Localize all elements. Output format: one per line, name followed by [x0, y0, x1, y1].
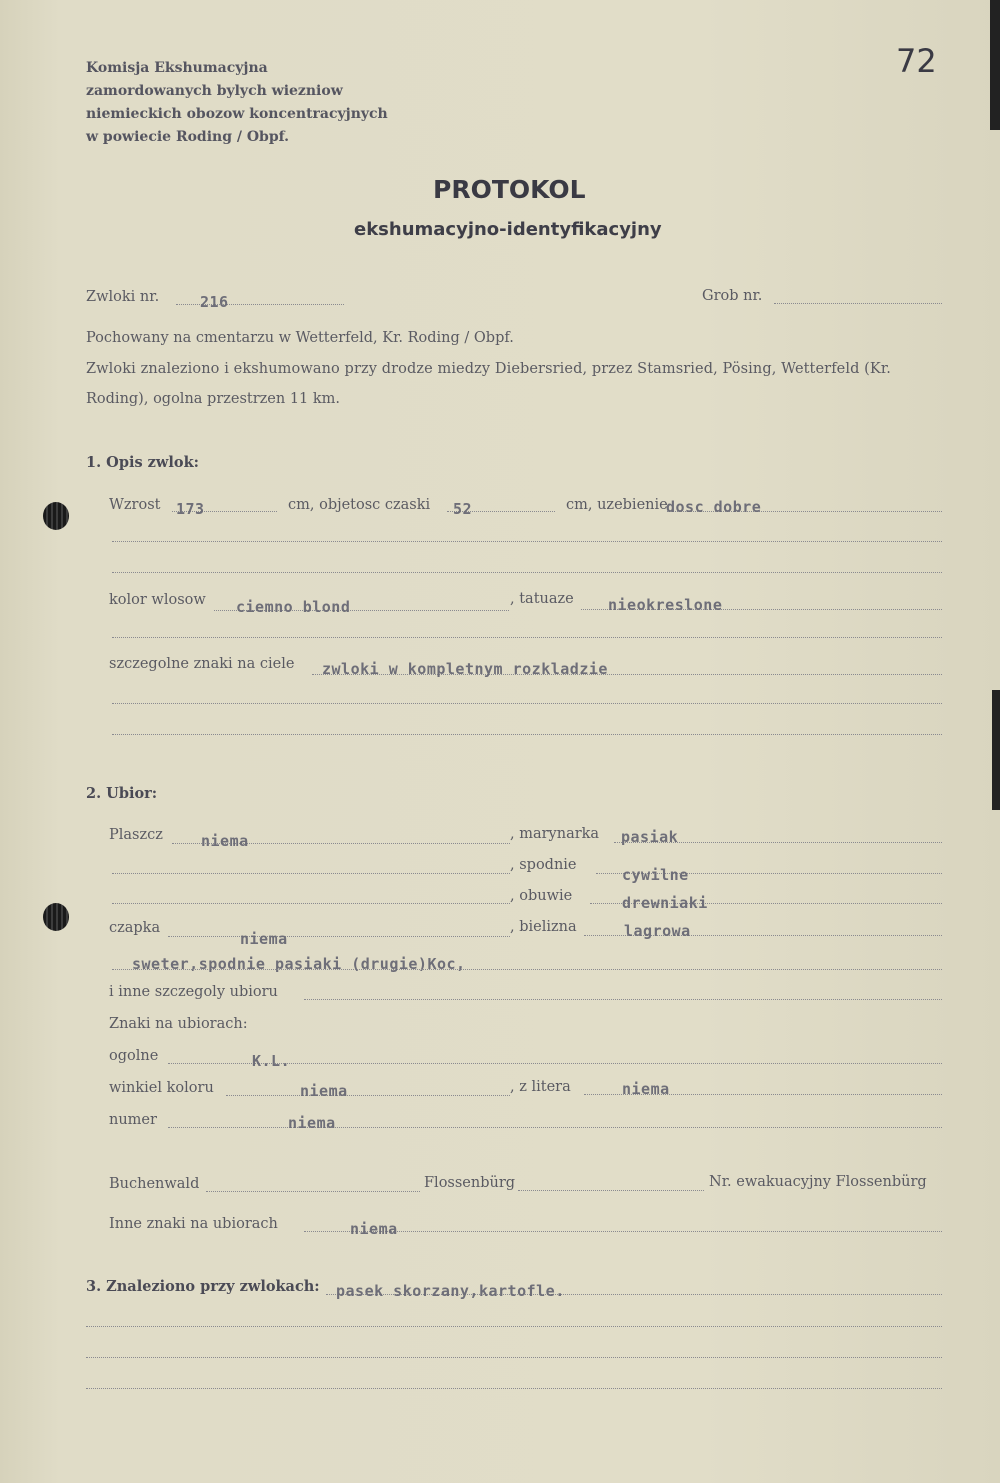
header-block — [86, 57, 388, 149]
inne-ubior-value: sweter,spodnie pasiaki (drugie)Koc, — [132, 955, 466, 973]
pochowany-text: Pochowany na cmentarzu w Wetterfeld, Kr. Roding / Obpf. — [86, 330, 514, 346]
section-heading: 2. Ubior: — [86, 785, 158, 802]
kolor-value: ciemno blond — [236, 598, 351, 616]
page-number: 72 — [896, 42, 937, 80]
buchenwald-label: Buchenwald — [109, 1176, 200, 1192]
tatuaze-value: nieokreslone — [608, 596, 723, 614]
czaska-value: 52 — [453, 500, 473, 518]
winkiel-value: niema — [300, 1082, 348, 1100]
section-heading: 3. Znaleziono przy zwlokach: — [86, 1278, 320, 1295]
scan-edge — [990, 0, 1000, 130]
kolor-label: kolor wlosow — [109, 592, 206, 608]
header-line: niemieckich obozow koncentracyjnych — [86, 106, 388, 122]
bielizna-value: lagrowa — [624, 922, 691, 940]
scan-edge — [992, 690, 1000, 810]
czapka-label: czapka — [109, 920, 161, 936]
marynarka-value: pasiak — [621, 828, 679, 846]
spodnie-value: cywilne — [622, 866, 689, 884]
header-line: zamordowanych bylych wiezniow — [86, 83, 343, 99]
flossenburg-label: Flossenbürg — [424, 1175, 516, 1191]
section-heading: 1. Opis zwlok: — [86, 454, 199, 471]
litera-value: niema — [622, 1080, 670, 1098]
ewak-label: Nr. ewakuacyjny Flossenbürg — [709, 1174, 927, 1190]
czapka-value: niema — [240, 930, 288, 948]
grob-label: Grob nr. — [702, 288, 763, 304]
plaszcz-value: niema — [201, 832, 249, 850]
znaleziono-text: Zwloki znaleziono i ekshumowano przy drodze miedzy Diebersried, przez Stamsried, Pösing, Wetterfeld (Kr. — [86, 361, 892, 377]
obuwie-label: , obuwie — [510, 888, 573, 904]
uzebienie-value: dosc dobre — [666, 498, 762, 516]
inne-znaki-label: Inne znaki na ubiorach — [109, 1216, 278, 1232]
inne-ubior-label: i inne szczegoly ubioru — [109, 984, 278, 1000]
header-line: Komisja Ekshumacyjna — [86, 60, 268, 76]
page-title: PROTOKOL — [433, 175, 586, 204]
zwloki-value: 216 — [200, 293, 229, 311]
cm-label: cm, uzebienie — [566, 497, 668, 513]
ogolne-label: ogolne — [109, 1048, 159, 1064]
wzrost-value: 173 — [176, 500, 205, 518]
wzrost-label: Wzrost — [109, 497, 161, 513]
znaleziono-text: Roding), ogolna przestrzen 11 km. — [86, 391, 341, 407]
spodnie-label: , spodnie — [510, 857, 577, 873]
winkiel-label: winkiel koloru — [109, 1080, 214, 1096]
page-subtitle: ekshumacyjno-identyfikacyjny — [354, 219, 662, 240]
litera-label: , z litera — [510, 1079, 571, 1095]
marynarka-label: , marynarka — [510, 826, 600, 842]
cm-label: cm, objetosc czaski — [288, 497, 431, 513]
znaki-value: zwloki w kompletnym rozkladzie — [322, 660, 608, 678]
inne-znaki-value: niema — [350, 1220, 398, 1238]
tatuaze-label: , tatuaze — [510, 591, 574, 607]
numer-value: niema — [288, 1114, 336, 1132]
zwloki-label: Zwloki nr. — [86, 289, 160, 305]
znaki-ubior-heading: Znaki na ubiorach: — [109, 1016, 248, 1032]
punch-hole — [43, 502, 69, 530]
plaszcz-label: Plaszcz — [109, 827, 163, 843]
ogolne-value: K.L. — [252, 1052, 291, 1070]
znaleziono-value: pasek skorzany,kartofle. — [336, 1282, 565, 1300]
numer-label: numer — [109, 1112, 157, 1128]
header-line: w powiecie Roding / Obpf. — [86, 129, 290, 145]
bielizna-label: , bielizna — [510, 919, 577, 935]
znaki-label: szczegolne znaki na ciele — [109, 656, 295, 672]
punch-hole — [43, 903, 69, 931]
obuwie-value: drewniaki — [622, 894, 708, 912]
